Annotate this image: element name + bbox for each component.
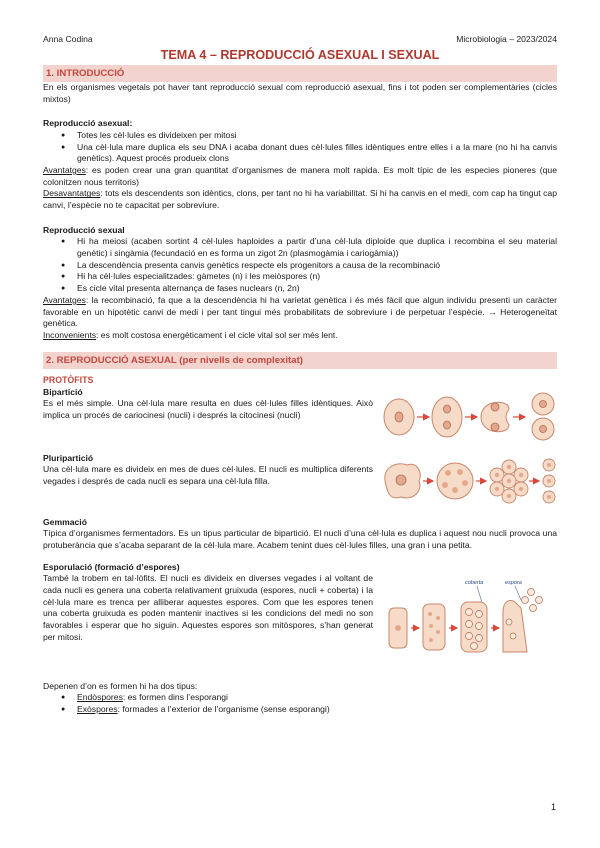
list-item: ● Hi ha cèl·lules especialitzades: gàmetes (n) i les meiòspores (n) — [61, 271, 557, 283]
nucleus — [491, 423, 499, 431]
biparticio-figure — [381, 387, 557, 443]
dividing-cell — [432, 397, 462, 437]
label-pointer — [515, 586, 521, 600]
exospores-text: : formades a l’exterior de l’organisme (sense esporangi) — [117, 704, 330, 715]
list-item — [61, 692, 557, 704]
daughter-cells-cluster — [490, 460, 528, 503]
multinucleate-cell — [437, 463, 473, 499]
espora-label: espora — [505, 579, 522, 586]
nucleus — [462, 480, 468, 486]
pluriparticio-diagram — [381, 453, 557, 507]
advantages-label: Avantatges — [43, 294, 86, 305]
inconvenients-text: : es molt costosa energèticament i el cicle vital sol ser més lent. — [96, 329, 338, 340]
released-cells — [543, 459, 555, 503]
pluriparticio-text: Una cèl·lula mare es divideix en mes de dues cèl·lules. El nucli es multiplica diferents vegades i després de cada nucli es separa una cèl·lula filla. — [43, 464, 373, 486]
esporulacio-diagram — [381, 562, 557, 672]
nucleus — [445, 470, 451, 476]
ruptured-sporangium — [503, 600, 527, 652]
sexual-list — [61, 236, 557, 294]
nucleus — [457, 469, 463, 475]
gemmacio-block — [43, 517, 557, 552]
advantages-text: : la recombinació, fa que a la descendència hi ha varietat genètica i és més fàcil que algun individu presenti un caràcter favorable en un hipotètic canvi de medi i per tant tingui més probabilitats de sobreviure i de perpetuar l’espècie. → Heterogeneïtat genètica. — [43, 294, 557, 329]
page-title: TEMA 4 – REPRODUCCIÓ ASEXUAL I SEXUAL — [160, 47, 440, 62]
inconvenients-label: Inconvenients — [43, 329, 97, 340]
nucleus — [444, 405, 451, 413]
list-item: ● Es cicle vital presenta alternança de fases nuclears (n, 2n) — [61, 283, 557, 295]
nucleus — [396, 475, 406, 485]
esporulacio-text: També la trobem en tal·lòfits. El nucli es divideix en diverses vegades i al voltant de cada nucli es genera una coberta relativament gruixuda (espores, nucli + coberta) i la cèl·lula mare es trenca per alliberar aquestes espores. Com que les espores tenen una coberta gruixuda es poden mantenir inactives si les condicions del medi no son favorables i esperar que ho siguin. Aquestes espores son mitòspores, s’han generat per mitosi. — [43, 573, 373, 642]
gemmacio-title: Gemmació — [43, 516, 87, 527]
multinucleate-cell — [423, 604, 445, 650]
asexual-advantages — [43, 165, 557, 188]
pluriparticio-figure — [381, 453, 557, 507]
endospores-text: : es formen dins l’esporangi — [122, 692, 228, 703]
exospores-label: Exòspores — [77, 704, 118, 715]
disadvantages-text: : tots els descendents son idèntics, clons, per tant no hi ha variabilitat. Si hi ha canvis en el medi, com cap ha tingut cap canvi, l’espècie no te capacitat per sobreviure. — [43, 188, 557, 211]
nucleus — [491, 403, 499, 411]
asexual-heading: Reproducció asexual: — [43, 118, 133, 129]
page-header — [43, 34, 557, 46]
intro-paragraph: En els organismes vegetals pot haver tant reproducció sexual com reproducció asexual, fins i tot poden ser complementàries (cicles mixtos) — [43, 81, 557, 104]
sexual-inconvenients — [43, 330, 557, 342]
coberta-label: coberta — [465, 579, 484, 586]
spore-types-intro: Depenen d’on es formen hi ha dos tipus: — [43, 680, 198, 691]
asexual-disadvantages — [43, 188, 557, 211]
biparticio-title: Bipartició — [43, 386, 83, 397]
esporulacio-title: Esporulació (formació d’espores) — [43, 561, 180, 572]
list-item: ● Hi ha meiosi (acaben sortint 4 cèl·lules haploides a partir d’una cèl·lula diploide que duplica i recombina el seu material genètic) i singàmia (fecundació en es forma un zigot 2n (plasmogàmia i cariogàmia)) — [61, 236, 557, 259]
course: Microbiologia – 2023/2024 — [456, 34, 557, 44]
section-heading-introduccio: 1. INTRODUCCIÓ — [43, 65, 557, 82]
page-number: 1 — [550, 802, 556, 812]
nucleus — [442, 482, 448, 488]
protofits-heading: PROTÒFITS — [43, 374, 94, 385]
nucleus — [540, 400, 547, 407]
biparticio-block — [43, 387, 557, 443]
disadvantages-label: Desavantatges — [43, 188, 101, 199]
asexual-list — [61, 130, 557, 165]
nucleus — [395, 625, 401, 631]
sexual-heading: Reproducció sexual — [43, 224, 125, 235]
spore-types-list — [61, 692, 557, 715]
advantages-label: Avantatges — [43, 164, 86, 175]
list-item: ● Totes les cèl·lules es divideixen per mitosi — [61, 130, 557, 142]
section-heading-reproduccio-asexual: 2. REPRODUCCIÓ ASEXUAL (per nivells de complexitat) — [43, 352, 557, 369]
pluriparticio-block — [43, 453, 557, 507]
advantages-text: : es poden crear una gran quantitat d’organismes de manera molt rapida. Es molt típic de les especies pioneres (que colonitzen nous territoris) — [43, 164, 557, 187]
sexual-advantages — [43, 295, 557, 330]
biparticio-text: Es el més simple. Una cèl·lula mare resulta en dues cèl·lules filles idèntiques. Això implica un procés de cariocinesi (nucli) i després la citocinesi (nucli) — [43, 398, 373, 420]
esporulacio-figure — [381, 562, 557, 672]
nucleus — [444, 421, 451, 429]
list-item: ● Una cèl·lula mare duplica els seu DNA i acaba donant dues cèl·lules filles idèntiques entre elles i a la mare (no hi ha canvis genètics). Aquest procés produeix clons — [61, 142, 557, 165]
page — [43, 34, 557, 716]
esporulacio-block — [43, 562, 557, 672]
author: Anna Codina — [43, 34, 93, 44]
gemmacio-text: Típica d’organismes fermentadors. Es un tipus particular de bipartició. El nucli d’una cèl·lula es duplica i aquest nou nucli provoca una protuberància que s’acaba separant de la cèl·lula mare. Acabem tenint dues cèl·lules filles, una gran i una petita. — [43, 528, 557, 550]
endospores-label: Endòspores — [77, 692, 123, 703]
list-item — [61, 704, 557, 716]
pluriparticio-title: Pluripartició — [43, 452, 94, 463]
biparticio-diagram — [381, 387, 557, 443]
list-item: ● La descendència presenta canvis genètics respecte els progenitors a causa de la recombinació — [61, 260, 557, 272]
nucleus — [395, 412, 403, 422]
nucleus — [452, 487, 458, 493]
nucleus — [540, 425, 547, 432]
